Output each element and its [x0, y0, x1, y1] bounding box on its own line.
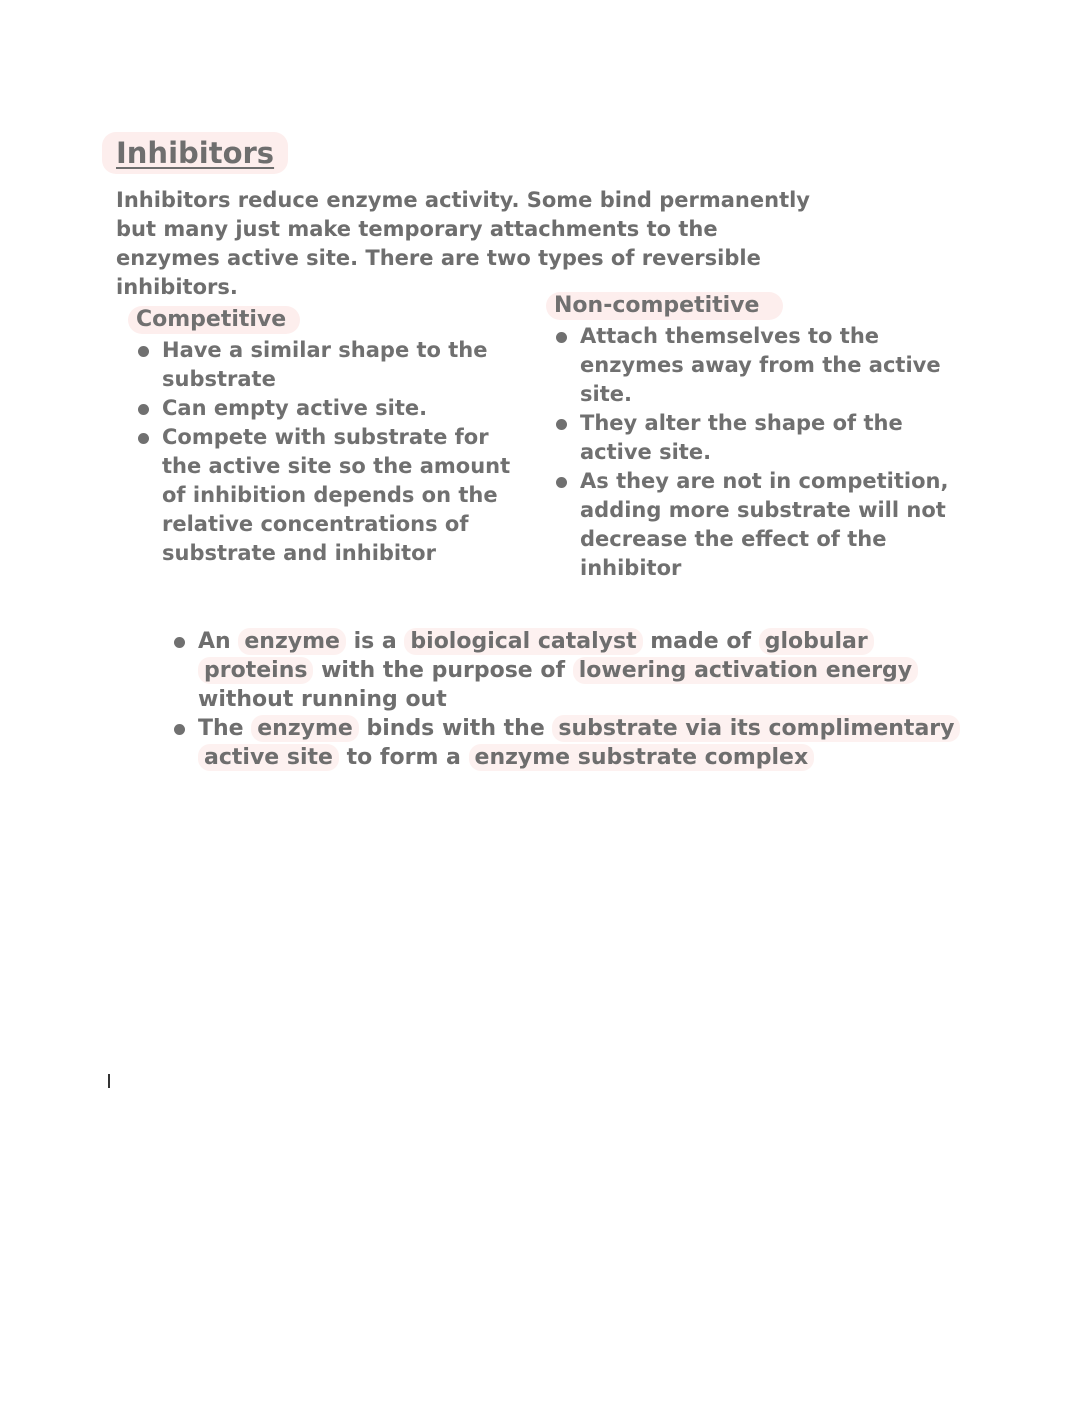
highlight-lowering-activation-energy: lowering activation energy	[573, 657, 918, 684]
bullet-icon	[174, 724, 185, 735]
bullet-icon	[138, 404, 149, 415]
competitive-heading: Competitive	[128, 306, 300, 334]
list-item	[136, 336, 528, 394]
list-item	[554, 322, 976, 409]
list-item	[136, 423, 528, 568]
highlight-enzyme-substrate-complex: enzyme substrate complex	[469, 744, 815, 771]
highlight-biological-catalyst: biological catalyst	[404, 628, 642, 655]
text-segment: binds with the	[358, 716, 553, 741]
bullet-icon	[556, 419, 567, 430]
page-title: Inhibitors	[102, 132, 288, 174]
bullet-icon	[138, 346, 149, 357]
title-wrap	[102, 136, 288, 170]
list-item	[136, 394, 528, 423]
competitive-column	[128, 306, 528, 568]
noncompetitive-list	[546, 322, 976, 583]
list-item	[554, 409, 976, 467]
text-segment: is a	[345, 629, 405, 654]
highlight-enzyme: enzyme	[251, 715, 359, 742]
list-item-text: Have a similar shape to the substrate	[162, 338, 488, 391]
text-segment: An	[198, 629, 239, 654]
noncompetitive-heading: Non-competitive	[546, 292, 783, 320]
text-segment: to form a	[338, 745, 469, 770]
competitive-list	[128, 336, 528, 568]
intro-paragraph: Inhibitors reduce enzyme activity. Some bind permanently but many just make temporary attachments to the enzymes active site. There are two types of reversible inhibitors.	[116, 188, 810, 299]
bullet-icon	[556, 332, 567, 343]
list-item-text: Compete with substrate for the active site so the amount of inhibition depends on the relative concentrations of substrate and inhibitor	[162, 425, 511, 565]
list-item	[554, 467, 976, 583]
enzyme-definition-bullet	[172, 627, 958, 714]
list-item-text: As they are not in competition, adding more substrate will not decrease the effect of the inhibitor	[580, 469, 949, 580]
enzyme-binding-bullet	[172, 714, 958, 772]
text-segment: The	[198, 716, 252, 741]
noncompetitive-column	[546, 292, 976, 583]
highlight-enzyme: enzyme	[238, 628, 346, 655]
text-segment: made of	[642, 629, 759, 654]
bullet-icon	[138, 433, 149, 444]
list-item-text: Can empty active site.	[162, 396, 428, 420]
bullet-icon	[174, 637, 185, 648]
text-cursor	[108, 1074, 110, 1088]
highlight-globular-proteins: globular proteins	[198, 628, 874, 684]
text-segment: with the purpose of	[313, 658, 573, 683]
text-segment: without running out	[198, 687, 447, 712]
highlight-complimentary-active-site: substrate via its complimentary active site	[198, 715, 960, 771]
list-item-text: They alter the shape of the active site.	[580, 411, 903, 464]
list-item-text: Attach themselves to the enzymes away from the active site.	[580, 324, 941, 406]
bullet-icon	[556, 477, 567, 488]
